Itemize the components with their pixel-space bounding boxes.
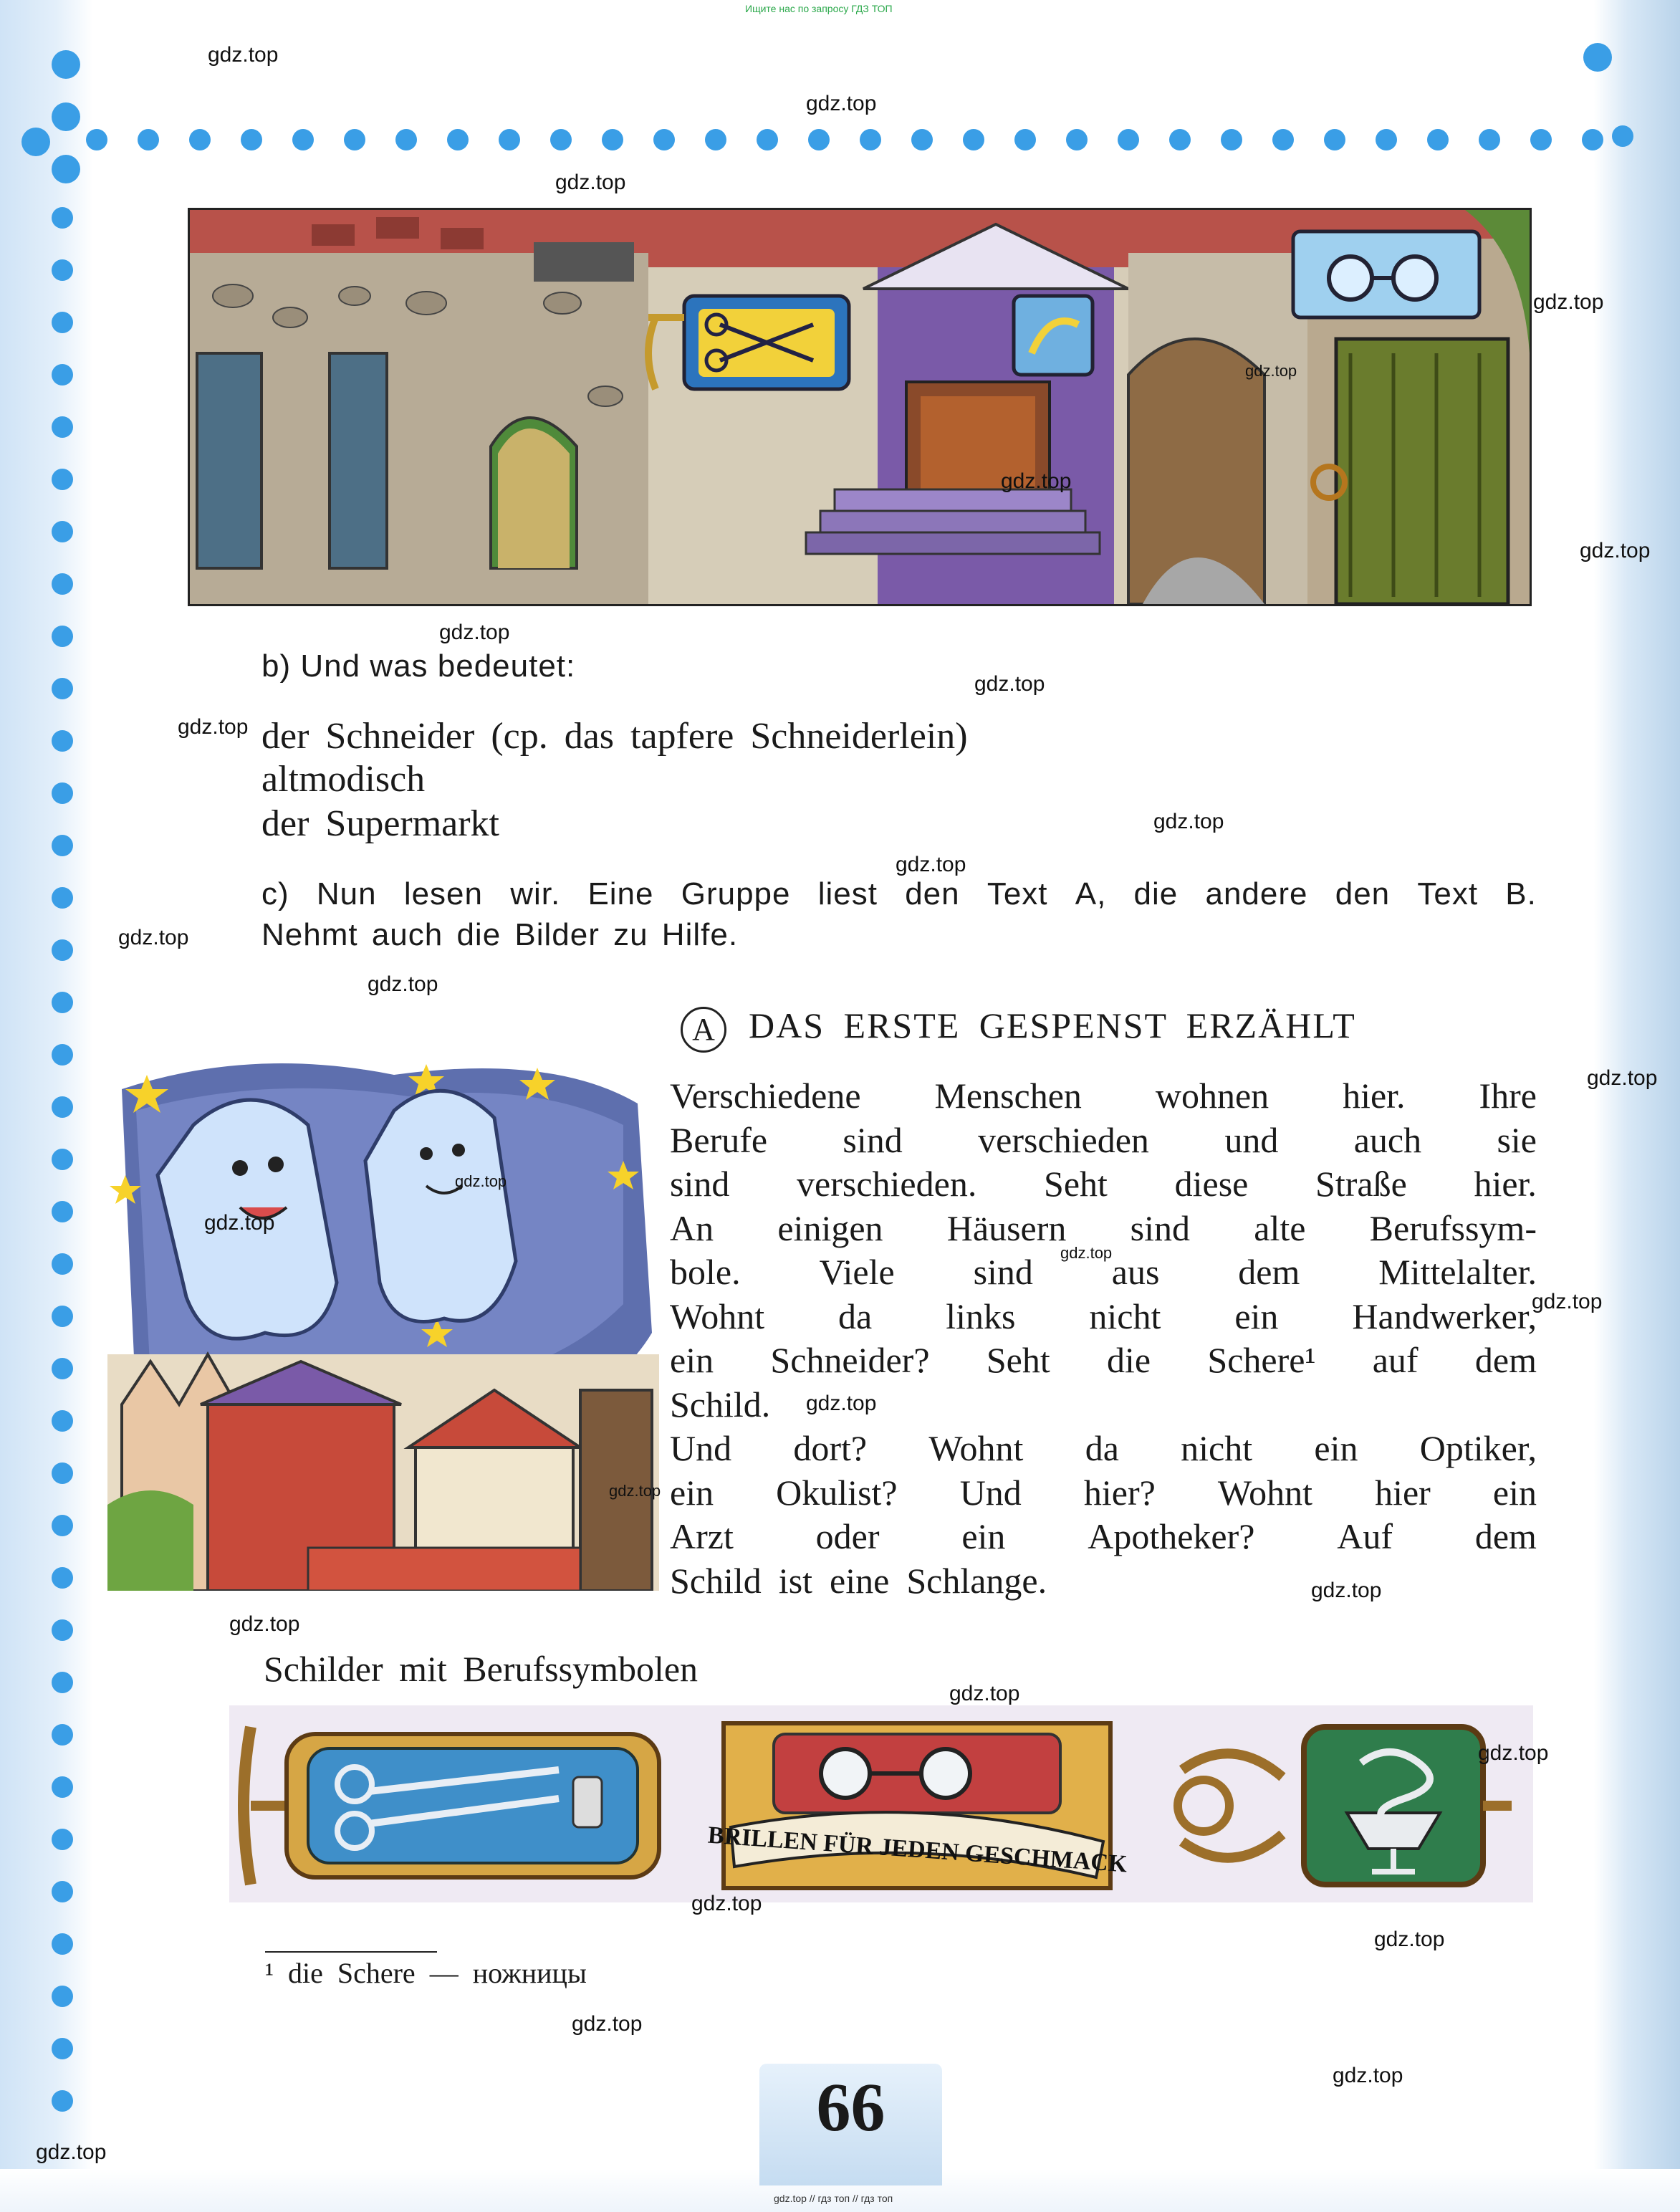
border-dot — [52, 521, 73, 542]
text-a-word: Schere¹ — [1207, 1340, 1316, 1380]
text-a-word: hier — [1375, 1472, 1431, 1513]
border-dot — [52, 364, 73, 386]
border-dot — [52, 573, 73, 595]
task-b-label: b) Und was bedeutet: — [261, 648, 576, 684]
border-dot — [1118, 129, 1139, 150]
border-dot — [52, 1881, 73, 1902]
text-a-word: Wohnt — [928, 1428, 1024, 1468]
border-dot — [52, 312, 73, 333]
text-a-word: ein — [1314, 1428, 1358, 1468]
border-dot — [1376, 129, 1397, 150]
text-a-word: Wohnt — [670, 1296, 765, 1336]
border-dot — [52, 782, 73, 804]
border-dot — [911, 129, 933, 150]
watermark: gdz.top — [1580, 539, 1651, 562]
text-a-word: Und — [959, 1472, 1022, 1513]
task-c-word: lesen — [403, 876, 483, 911]
watermark: gdz.top — [439, 621, 510, 644]
border-dot — [395, 129, 417, 150]
text-a-word: ein — [1234, 1296, 1279, 1336]
task-c-word: die — [1133, 876, 1179, 911]
text-a-word: Verschiedene — [670, 1076, 861, 1116]
watermark: gdz.top — [1587, 1066, 1658, 1090]
task-c-line-2: Nehmt auch die Bilder zu Hilfe. — [261, 917, 739, 952]
border-dot — [1272, 129, 1294, 150]
watermark: gdz.top — [572, 2012, 643, 2036]
border-dot — [1582, 129, 1603, 150]
text-a-word: bole. — [670, 1252, 741, 1292]
text-a-word: Berufe — [670, 1119, 768, 1160]
border-dot — [1479, 129, 1500, 150]
text-a-word: einigen — [777, 1207, 883, 1248]
task-b-item-schneider: der Schneider (ср. das tapfere Schneiderlein) — [261, 716, 968, 757]
task-c-line-1 — [261, 876, 1537, 912]
border-dot — [52, 626, 73, 647]
text-a-word: An — [670, 1207, 714, 1248]
border-dot — [653, 129, 675, 150]
text-a-word: ein — [1492, 1472, 1537, 1513]
border-dot — [602, 129, 623, 150]
text-a-word: Ihre — [1479, 1076, 1537, 1116]
task-c-word: wir. — [510, 876, 561, 911]
border-dot — [52, 155, 80, 183]
text-a-word: eine — [830, 1560, 890, 1601]
border-dot — [138, 129, 159, 150]
border-dot — [705, 129, 726, 150]
watermark: gdz.top — [896, 853, 966, 876]
border-dot — [21, 128, 50, 156]
border-dot — [52, 1933, 73, 1955]
watermark: gdz.top — [1533, 290, 1604, 314]
text-a-word: dem — [1474, 1340, 1537, 1380]
text-a-line — [670, 1339, 1537, 1382]
watermark: gdz.top — [1001, 469, 1072, 493]
watermark: gdz.top — [1153, 810, 1224, 833]
text-a-word: Schild. — [670, 1384, 771, 1425]
text-a-word: Und — [670, 1428, 732, 1468]
watermark: gdz.top — [1478, 1741, 1549, 1765]
text-a-word: dort? — [793, 1428, 868, 1468]
text-a-marker: A — [681, 1007, 726, 1053]
page-number: 66 — [816, 2069, 885, 2145]
text-a-word: sind — [843, 1119, 903, 1160]
border-dot — [1612, 125, 1633, 147]
border-dot — [52, 1149, 73, 1170]
text-a-word: alte — [1254, 1207, 1306, 1248]
text-a-title: DAS ERSTE GESPENST ERZÄHLT — [749, 1005, 1356, 1045]
border-dot — [757, 129, 778, 150]
text-a-word: sind — [973, 1252, 1033, 1292]
text-a-word: dem — [1238, 1252, 1300, 1292]
text-a-word: verschieden — [978, 1119, 1149, 1160]
border-dot — [86, 129, 107, 150]
border-dot — [52, 887, 73, 909]
text-a-word: da — [838, 1296, 873, 1336]
border-dot — [52, 1306, 73, 1327]
text-a-word: Arzt — [670, 1516, 734, 1556]
border-dot — [1583, 43, 1612, 72]
task-c-word: c) — [261, 876, 289, 911]
scissors-sign — [244, 1727, 659, 1885]
border-dot — [1324, 129, 1345, 150]
watermark: gdz.top — [806, 92, 877, 115]
text-a-line — [670, 1427, 1537, 1470]
watermark: gdz.top — [178, 715, 249, 739]
watermark: gdz.top — [609, 1482, 661, 1500]
text-a-word: verschieden. — [797, 1164, 977, 1204]
watermark: gdz.top — [204, 1211, 275, 1235]
watermark: gdz.top — [1333, 2064, 1403, 2087]
border-dot — [52, 1358, 73, 1379]
watermark: gdz.top — [1060, 1244, 1113, 1262]
task-c-word: andere — [1205, 876, 1308, 911]
border-dot — [52, 50, 80, 79]
border-dot — [52, 730, 73, 752]
text-a-word: Okulist? — [776, 1472, 898, 1513]
text-a-word: nicht — [1089, 1296, 1161, 1336]
text-a-word: ein — [961, 1516, 1006, 1556]
border-dot — [499, 129, 520, 150]
border-dot — [1169, 129, 1191, 150]
border-dot — [52, 2038, 73, 2059]
task-c-word: Gruppe — [681, 876, 791, 911]
border-dot — [52, 1829, 73, 1850]
task-c-word: B. — [1505, 876, 1537, 911]
text-a-word: Straße — [1315, 1164, 1407, 1204]
watermark: gdz.top — [455, 1172, 507, 1190]
task-b-item-altmodisch: altmodisch — [261, 759, 426, 800]
footer-note: gdz.top // гдз топ // гдз топ — [774, 2193, 893, 2204]
border-dot — [292, 129, 314, 150]
right-margin-band — [1594, 0, 1680, 2212]
text-a-word: sind — [1130, 1207, 1190, 1248]
ghosts-illustration — [107, 1046, 659, 1591]
watermark: gdz.top — [1245, 362, 1297, 380]
border-dot — [241, 129, 262, 150]
border-dot — [52, 992, 73, 1013]
text-a-word: ein — [670, 1340, 714, 1380]
border-dot — [52, 1201, 73, 1222]
text-a-word: nicht — [1181, 1428, 1253, 1468]
text-a-word: Mittelalter. — [1378, 1252, 1537, 1292]
text-a-word: hier. — [1343, 1076, 1406, 1116]
border-dot — [860, 129, 881, 150]
watermark: gdz.top — [1532, 1290, 1603, 1313]
watermark: gdz.top — [229, 1612, 300, 1636]
border-dot — [52, 678, 73, 699]
snake-sign — [1178, 1727, 1512, 1885]
text-a-line — [670, 1075, 1537, 1118]
border-dot — [52, 416, 73, 438]
border-dot — [1066, 129, 1088, 150]
border-dot — [189, 129, 211, 150]
border-dot — [1221, 129, 1242, 150]
text-a-word: wohnen — [1155, 1076, 1269, 1116]
border-dot — [52, 1253, 73, 1275]
border-dot — [52, 1986, 73, 2007]
left-margin-band — [0, 0, 93, 2212]
text-a-line — [670, 1296, 1537, 1339]
text-a-word: Schneider? — [770, 1340, 930, 1380]
glasses-sign-text: BRILLEN FÜR JEDEN GESCHMACK — [706, 1821, 1128, 1878]
watermark: gdz.top — [949, 1682, 1020, 1705]
watermark: gdz.top — [806, 1392, 877, 1415]
text-a-word: da — [1085, 1428, 1119, 1468]
border-dot — [52, 1410, 73, 1432]
task-c-word: Eine — [587, 876, 654, 911]
text-a-word: ein — [670, 1472, 714, 1513]
text-a-word: Schild — [670, 1560, 762, 1601]
border-dot — [1427, 129, 1449, 150]
task-c-word: A, — [1075, 876, 1107, 911]
text-a-word: Seht — [986, 1340, 1050, 1380]
text-a-word: links — [946, 1296, 1016, 1336]
text-a-word: Menschen — [934, 1076, 1082, 1116]
text-a-line — [670, 1163, 1537, 1206]
border-dot — [808, 129, 830, 150]
text-a-line — [670, 1384, 1537, 1427]
glasses-sign — [707, 1723, 1128, 1888]
border-dot — [52, 1619, 73, 1641]
signs-illustration — [229, 1705, 1533, 1902]
text-a-word: Schlange. — [906, 1560, 1047, 1601]
border-dot — [52, 1462, 73, 1484]
border-dot — [344, 129, 365, 150]
task-c-word: liest — [817, 876, 878, 911]
signs-caption: Schilder mit Berufssymbolen — [264, 1649, 699, 1689]
task-c-word: Text — [1417, 876, 1479, 911]
task-b-item-supermarkt: der Supermarkt — [261, 803, 500, 844]
text-a-word: Wohnt — [1217, 1472, 1312, 1513]
border-dot — [52, 102, 80, 131]
task-c-word: Nun — [316, 876, 377, 911]
border-dot — [52, 207, 73, 229]
text-a-word: sind — [670, 1164, 730, 1204]
watermark: gdz.top — [368, 972, 438, 996]
text-a-line — [670, 1560, 1537, 1603]
border-dot — [1530, 129, 1552, 150]
border-dot — [52, 1044, 73, 1066]
text-a-word: die — [1107, 1340, 1151, 1380]
border-dot — [52, 939, 73, 961]
border-dot — [52, 469, 73, 490]
text-a-word: sie — [1497, 1119, 1537, 1160]
text-a-word: Viele — [819, 1252, 895, 1292]
watermark: gdz.top — [1374, 1928, 1445, 1951]
border-dot — [52, 2090, 73, 2112]
text-a-line — [670, 1472, 1537, 1515]
text-a-word: und — [1224, 1119, 1279, 1160]
task-c-word: den — [1335, 876, 1391, 911]
watermark: gdz.top — [555, 171, 626, 194]
text-a-word: Handwerker, — [1352, 1296, 1537, 1336]
text-a-word: hier? — [1083, 1472, 1156, 1513]
text-a-word: Optiker, — [1419, 1428, 1537, 1468]
border-dot — [52, 1515, 73, 1536]
watermark: gdz.top — [691, 1892, 762, 1915]
text-a-word: aus — [1111, 1252, 1160, 1292]
text-a-word: diese — [1174, 1164, 1249, 1204]
text-a-word: hier. — [1474, 1164, 1537, 1204]
border-dot — [52, 259, 73, 281]
text-a-word: Auf — [1337, 1516, 1393, 1556]
footnote: ¹ die Schere — ножницы — [265, 1957, 587, 1989]
border-dot — [52, 1724, 73, 1746]
border-dot — [52, 835, 73, 856]
text-a-word: ist — [778, 1560, 813, 1601]
footnote-rule — [265, 1951, 437, 1953]
watermark: gdz.top — [36, 2140, 107, 2164]
text-a-word: Berufssym- — [1369, 1207, 1537, 1248]
border-dot — [447, 129, 469, 150]
watermark: gdz.top — [1311, 1579, 1382, 1602]
header-note: Ищите нас по запросу ГДЗ ТОП — [745, 3, 893, 14]
border-dot — [52, 1567, 73, 1589]
border-dot — [52, 1672, 73, 1693]
border-dot — [52, 1776, 73, 1798]
border-dot — [1014, 129, 1036, 150]
watermark: gdz.top — [208, 43, 279, 67]
text-a-word: Seht — [1044, 1164, 1108, 1204]
text-a-word: Häusern — [946, 1207, 1067, 1248]
text-a-word: auf — [1372, 1340, 1419, 1380]
text-a-word: auch — [1353, 1119, 1422, 1160]
watermark: gdz.top — [118, 926, 189, 949]
text-a-word: oder — [815, 1516, 880, 1556]
text-a-word: dem — [1474, 1516, 1537, 1556]
border-dot — [550, 129, 572, 150]
border-dot — [963, 129, 984, 150]
task-c-word: den — [905, 876, 960, 911]
watermark: gdz.top — [974, 672, 1045, 696]
text-a-line — [670, 1516, 1537, 1559]
text-a-line — [670, 1119, 1537, 1162]
task-c-word: Text — [987, 876, 1048, 911]
street-illustration — [188, 208, 1532, 606]
border-dot — [52, 1096, 73, 1118]
text-a-word: Apotheker? — [1088, 1516, 1255, 1556]
